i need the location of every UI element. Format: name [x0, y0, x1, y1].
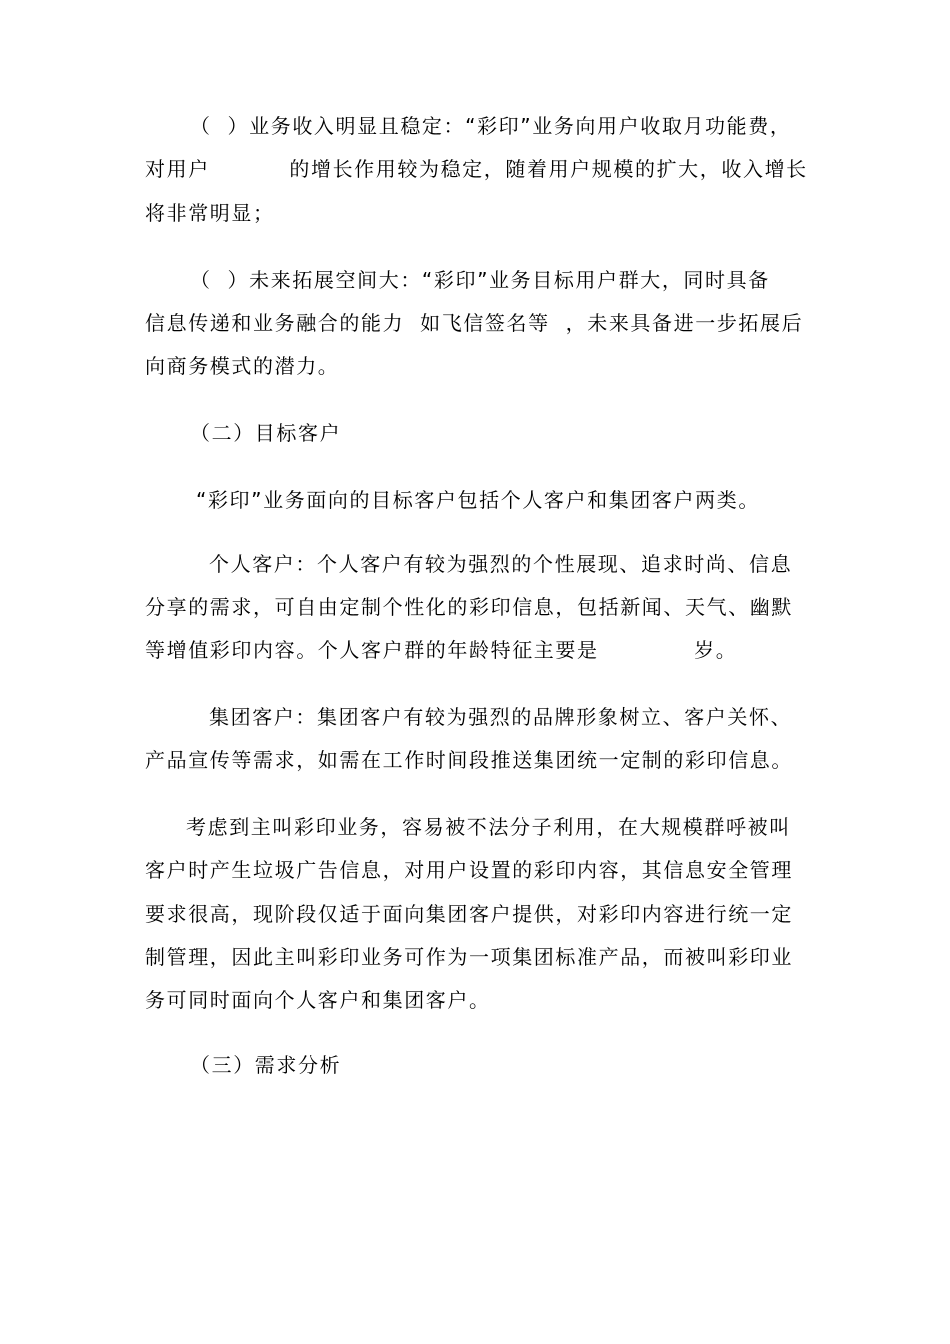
paragraph-5-line-1: 集团客户：集团客户有较为强烈的品牌形象树立、客户关怀、: [209, 705, 793, 729]
section-heading-demand-analysis: （三）需求分析: [190, 1053, 342, 1077]
paragraph-6-line-5: 务可同时面向个人客户和集团客户。: [145, 988, 491, 1012]
paragraph-1-line-2: 对用户 的增长作用较为稳定，随着用户规模的扩大，收入增长: [145, 157, 808, 181]
paragraph-2-line-2: 信息传递和业务融合的能力 如飞信签名等 ，未来具备进一步拓展后: [145, 311, 804, 335]
paragraph-4-line-2: 分享的需求，可自由定制个性化的彩印信息，包括新闻、天气、幽默: [145, 595, 793, 619]
paragraph-5-line-2: 产品宣传等需求，如需在工作时间段推送集团统一定制的彩印信息。: [145, 748, 793, 772]
paragraph-2-line-3: 向商务模式的潜力。: [145, 354, 340, 378]
paragraph-6-line-4: 制管理，因此主叫彩印业务可作为一项集团标准产品，而被叫彩印业: [145, 945, 793, 969]
paragraph-4-line-1: 个人客户：个人客户有较为强烈的个性展现、追求时尚、信息: [209, 552, 793, 576]
paragraph-2-line-1: （ ）未来拓展空间大：“彩印”业务目标用户群大，同时具备: [190, 268, 770, 292]
paragraph-6-line-2: 客户时产生垃圾广告信息，对用户设置的彩印内容，其信息安全管理: [145, 858, 793, 882]
paragraph-6-line-3: 要求很高，现阶段仅适于面向集团客户提供，对彩印内容进行统一定: [145, 902, 793, 926]
paragraph-4-line-3: 等增值彩印内容。个人客户群的年龄特征主要是 岁。: [145, 638, 738, 662]
paragraph-1-line-3: 将非常明显；: [145, 201, 275, 225]
section-heading-target-customers: （二）目标客户: [190, 421, 342, 445]
paragraph-3: “彩印”业务面向的目标客户包括个人客户和集团客户两类。: [196, 488, 760, 512]
paragraph-1-line-1: （ ）业务收入明显且稳定：“彩印”业务向用户收取月功能费，: [190, 114, 792, 138]
paragraph-6-line-1: 考虑到主叫彩印业务，容易被不法分子利用，在大规模群呼被叫: [186, 815, 791, 839]
